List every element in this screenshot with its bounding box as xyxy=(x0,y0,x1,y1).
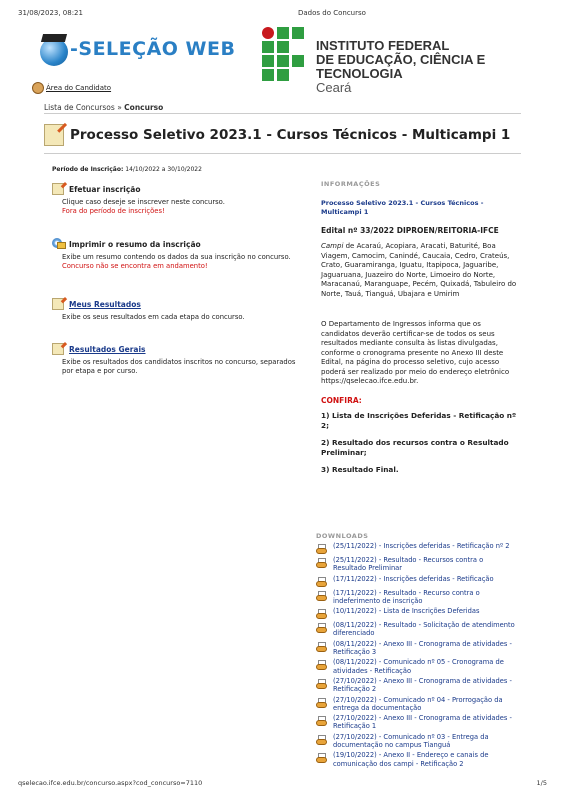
download-item xyxy=(316,677,516,694)
breadcrumb-divider xyxy=(44,113,521,114)
download-link[interactable]: (27/10/2022) - Anexo III - Cronograma de atividades - Retificação 1 xyxy=(333,714,512,731)
period-label: Período de Inscrição: xyxy=(52,166,124,173)
download-link[interactable]: (17/11/2022) - Resultado - Recurso contra o indeferimento de inscrição xyxy=(333,588,480,605)
ifce-emblem-icon xyxy=(262,27,306,79)
download-link[interactable]: (25/11/2022) - Resultado - Recursos contra o Resultado Preliminar xyxy=(333,556,484,573)
download-hand-icon xyxy=(316,558,329,568)
download-item xyxy=(316,575,516,587)
campi-word: Campi xyxy=(321,242,344,250)
meus-resultados-desc: Exibe os seus resultados em cada etapa do concurso. xyxy=(62,313,245,321)
print-footer-url: qselecao.ifce.edu.br/concurso.aspx?cod_concurso=7110 xyxy=(18,779,203,787)
download-hand-icon xyxy=(316,679,329,689)
breadcrumb xyxy=(44,103,163,112)
action-meus-resultados xyxy=(52,298,307,322)
selecao-web-logo-text: -SELEÇÃO WEB xyxy=(70,38,236,60)
notepad-icon xyxy=(52,343,64,355)
notepad-icon xyxy=(52,298,64,310)
download-link[interactable]: (27/10/2022) - Comunicado nº 03 - Entrega da documentação no campus Tianguá xyxy=(333,732,489,750)
dept-notice: O Departamento de Ingressos informa que os candidatos deverão certificar-se de todos os seus resultados mediante consulta às listas divulgadas, conforme o cronograma presente no Anexo III deste Edital, na página do processo seletivo, cujo acesso poderá ser realizado por meio do endereço eletrônico https://qselecao.ifce.edu.br. xyxy=(321,320,510,385)
globe-icon xyxy=(40,38,68,66)
downloads-label: DOWNLOADS xyxy=(316,532,369,540)
breadcrumb-lista-concursos[interactable]: Lista de Concursos xyxy=(44,103,115,112)
download-link[interactable]: (08/11/2022) - Comunicado nº 05 - Cronograma de atividades - Retificação xyxy=(333,658,504,675)
download-item xyxy=(316,542,516,554)
download-item xyxy=(316,621,516,638)
step-item: 3) Resultado Final. xyxy=(321,465,399,474)
page-title-block xyxy=(44,124,510,146)
resultados-gerais-link[interactable]: Resultados Gerais xyxy=(69,344,146,354)
downloads-list xyxy=(316,542,516,770)
candidate-icon xyxy=(32,82,44,94)
download-item xyxy=(316,714,516,731)
print-page-title: Dados do Concurso xyxy=(298,9,366,17)
info-title-link[interactable]: Processo Seletivo 2023.1 - Cursos Técnicos - Multicampi 1 xyxy=(321,199,484,216)
inscription-period xyxy=(52,166,202,173)
ifce-name-line1: INSTITUTO FEDERAL xyxy=(316,38,450,53)
download-link[interactable]: (08/11/2022) - Resultado - Solicitação de atendimento diferenciado xyxy=(333,621,515,638)
action-imprimir-resumo xyxy=(52,238,307,270)
area-candidato-label: Área do Candidato xyxy=(46,84,112,92)
graduation-cap-icon xyxy=(41,34,67,42)
page-title: Processo Seletivo 2023.1 - Cursos Técnicos - Multicampi 1 xyxy=(70,127,511,143)
efetuar-inscricao-warning: Fora do período de inscrições! xyxy=(62,206,165,215)
download-hand-icon xyxy=(316,591,329,601)
download-hand-icon xyxy=(316,577,329,587)
breadcrumb-separator: » xyxy=(117,103,122,112)
step-item: 1) Lista de Inscrições Deferidas - Retificação nº 2; xyxy=(321,411,517,430)
download-hand-icon xyxy=(316,544,329,554)
download-item xyxy=(316,640,516,657)
download-link[interactable]: (08/11/2022) - Anexo III - Cronograma de atividades - Retificação 3 xyxy=(333,639,512,657)
download-hand-icon xyxy=(316,753,329,763)
meus-resultados-link[interactable]: Meus Resultados xyxy=(69,299,141,309)
efetuar-inscricao-desc: Clique caso deseje se inscrever neste concurso. xyxy=(62,198,225,206)
notepad-icon xyxy=(52,183,64,195)
download-link[interactable]: (27/10/2022) - Anexo III - Cronograma de atividades - Retificação 2 xyxy=(333,676,512,694)
download-hand-icon xyxy=(316,716,329,726)
step-item: 2) Resultado dos recursos contra o Resultado Preliminar; xyxy=(321,438,509,457)
download-hand-icon xyxy=(316,735,329,745)
download-link[interactable]: (19/10/2022) - Anexo II - Endereço e canais de comunicação dos campi - Retificação 2 xyxy=(333,751,489,768)
download-item xyxy=(316,607,516,619)
informacoes-label: INFORMAÇÕES xyxy=(321,180,381,188)
ifce-name xyxy=(316,39,552,95)
imprimir-resumo-desc: Exibe um resumo contendo os dados da sua inscrição no concurso. xyxy=(62,253,291,261)
info-section-label-wrap xyxy=(321,180,521,188)
period-value: 14/10/2022 a 30/10/2022 xyxy=(125,166,202,173)
download-hand-icon xyxy=(316,642,329,652)
download-hand-icon xyxy=(316,623,329,633)
download-item xyxy=(316,751,516,768)
download-link[interactable]: (17/11/2022) - Inscrições deferidas - Retificação xyxy=(333,574,494,583)
print-disk-icon xyxy=(52,238,66,250)
download-item xyxy=(316,696,516,713)
confira-label: CONFIRA: xyxy=(321,396,362,405)
notepad-icon xyxy=(44,124,64,146)
download-hand-icon xyxy=(316,660,329,670)
ifce-name-line3: Ceará xyxy=(316,80,352,95)
download-item xyxy=(316,733,516,750)
selecao-web-logo[interactable] xyxy=(40,34,236,74)
campi-names: de Acaraú, Acopiara, Aracati, Baturité, Boa Viagem, Camocim, Canindé, Caucaia, Cedro, Crateús, Crato, Guaramiranga, Iguatu, Itapipoca, Jaguaribe, Jaguaruana, Juazeiro do Norte, Limoeiro do Norte, Maracanaú, Maranguape, Pecém, Quixadá, Tabuleiro do Norte, Tauá, Tianguá, Ubajara e Umirim xyxy=(321,242,517,298)
download-hand-icon xyxy=(316,609,329,619)
ifce-logo xyxy=(262,27,552,95)
edital-number: Edital nº 33/2022 DIPROEN/REITORIA-IFCE xyxy=(321,226,499,235)
imprimir-resumo-title: Imprimir o resumo da inscrição xyxy=(69,239,201,249)
title-divider xyxy=(44,153,521,154)
download-item xyxy=(316,589,516,606)
ifce-name-line2: DE EDUCAÇÃO, CIÊNCIA E TECNOLOGIA xyxy=(316,52,486,81)
download-item xyxy=(316,556,516,573)
download-link[interactable]: (25/11/2022) - Inscrições deferidas - Retificação nº 2 xyxy=(333,542,510,550)
action-efetuar-inscricao xyxy=(52,183,307,215)
download-item xyxy=(316,658,516,675)
breadcrumb-current: Concurso xyxy=(124,103,164,112)
download-link[interactable]: (27/10/2022) - Comunicado nº 04 - Prorrogação da entrega da documentação xyxy=(333,695,503,712)
print-header xyxy=(18,9,547,21)
download-link[interactable]: (10/11/2022) - Lista de Inscrições Deferidas xyxy=(333,607,480,616)
action-resultados-gerais xyxy=(52,343,307,375)
resultados-gerais-desc: Exibe os resultados dos candidatos inscritos no concurso, separados por etapa e por curso. xyxy=(62,358,296,375)
efetuar-inscricao-title: Efetuar inscrição xyxy=(69,184,141,194)
campi-list xyxy=(321,242,517,299)
download-hand-icon xyxy=(316,698,329,708)
area-candidato-link[interactable] xyxy=(32,81,111,95)
imprimir-resumo-warning: Concurso não se encontra em andamento! xyxy=(62,261,208,270)
print-timestamp: 31/08/2023, 08:21 xyxy=(18,9,83,17)
print-page-number: 1/5 xyxy=(536,779,547,787)
